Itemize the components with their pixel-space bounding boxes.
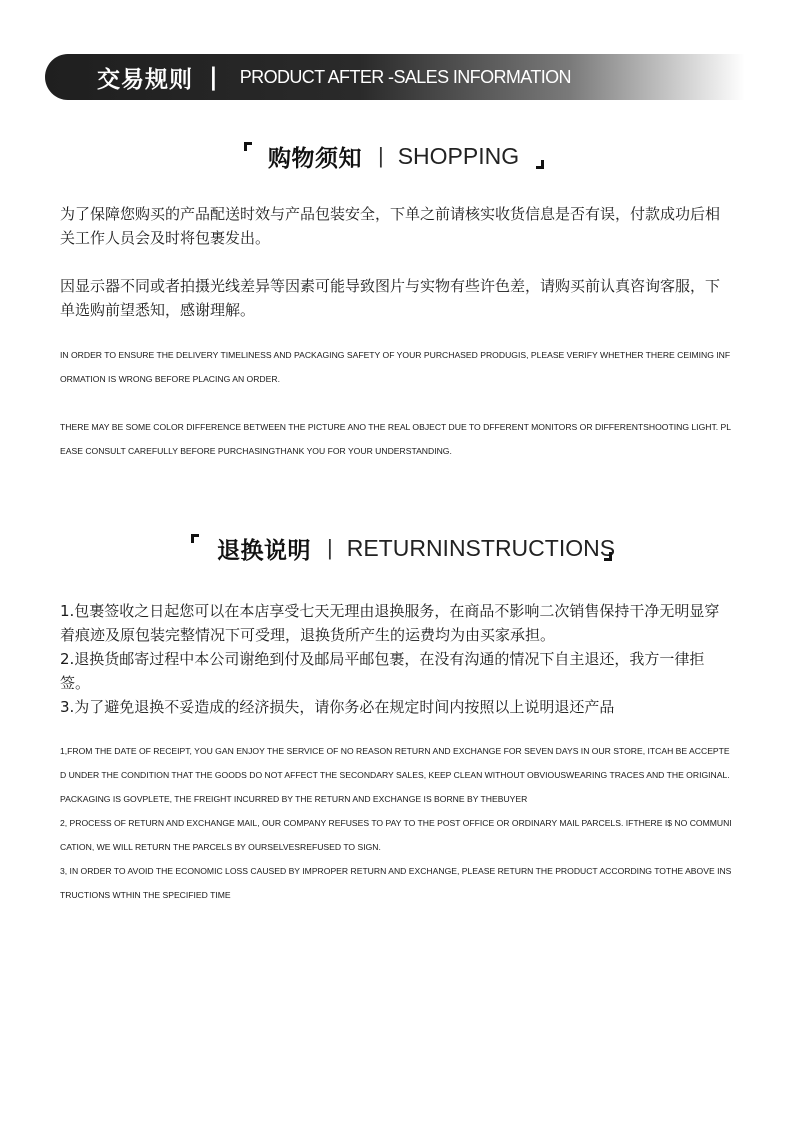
shopping-paragraph-cn-2: 因显示器不同或者拍摄光线差异等因素可能导致图片与实物有些许色差，请购买前认真咨询客服，下单选购前望悉知，感谢理解。: [60, 277, 721, 319]
list-item: 2.退换货邮寄过程中本公司谢绝到付及邮局平邮包裹，在没有沟通的情况下自主退还，我方一律拒签。: [60, 650, 705, 692]
banner-title: 交易规则: [97, 66, 193, 93]
shopping-title-separator: |: [378, 143, 384, 168]
list-item: 2, PROCESS OF RETURN AND EXCHANGE MAIL, OUR COMPANY REFUSES TO PAY TO THE POST OFFICE OR ORDINARY MAIL PARCELS. IFTHERE I$ NO COMMUNI: [60, 818, 732, 828]
shopping-heading: [244, 140, 544, 172]
list-item: CATION, WE WILL RETURN THE PARCELS BY OURSELVESREFUSED TO SIGN.: [60, 842, 381, 852]
returns-heading-text: [217, 532, 615, 565]
shopping-paragraph-en-1: IN ORDER TO ENSURE THE DELIVERY TIMELINESS AND PACKAGING SAFETY OF YOUR PURCHASED PRODUGIS, PLEASE VERIFY WHETHER THERE CEIMING INFORMATION IS WRONG BEFORE PLACING AN ORDER.: [60, 350, 731, 384]
list-item: 1.包裹签收之日起您可以在本店享受七天无理由退换服务，在商品不影响二次销售保持干净无明显穿着痕迹及原包装完整情况下可受理，退换货所产生的运费均为由买家承担。: [60, 602, 720, 644]
shopping-title-en: SHOPPING: [397, 142, 520, 169]
corner-bracket-top-left: [191, 534, 199, 543]
shopping-title-cn: 购物须知: [268, 145, 362, 172]
corner-bracket-bottom-right: [604, 552, 612, 561]
banner-separator: |: [209, 63, 218, 91]
returns-title-cn: 退换说明: [217, 537, 311, 564]
list-item: 3, IN ORDER TO AVOID THE ECONOMIC LOSS CAUSED BY IMPROPER RETURN AND EXCHANGE, PLEASE RETURN THE PRODUCT ACCORDING TOTHE ABOVE INSTRUCTIONS WTHIN THE SPECIFIED TIME: [60, 866, 732, 900]
shopping-paragraph-en-2: THERE MAY BE SOME COLOR DIFFERENCE BETWEEN THE PICTURE ANO THE REAL OBJECT DUE TO DFFERENT MONITORS OR DIFFERENTSHOOTING LIGHT. PLEASE CONSULT CAREFULLY BEFORE PURCHASINGTHANK YOU FOR YOUR UNDERSTANDING.: [60, 422, 732, 456]
list-item: 3.为了避免退换不妥造成的经济损失，请你务必在规定时间内按照以上说明退还产品: [60, 698, 615, 716]
returns-list-en: [60, 739, 732, 907]
list-item: 1,FROM THE DATE OF RECEIPT, YOU GAN ENJOY THE SERVICE OF NO REASON RETURN AND EXCHANGE FOR SEVEN DAYS IN OUR STORE, ITCAH BE ACCEPTED UNDER THE CONDITION THAT THE GOODS DO NOT AFFECT THE SECONDARY SALES, KEEP CLEAN WITHOUT OBVIOUSWEARING TRACES AND THE ORIGINAL. PACKAGING IS GOVPLETE, THE FREIGHT INCURRED BY THE RETURN AND EXCHANGE IS BORNE BY THEBUYER: [60, 746, 730, 804]
returns-list-cn: [60, 599, 732, 719]
shopping-paragraph-cn-1: 为了保障您购买的产品配送时效与产品包装安全，下单之前请核实收货信息是否有误，付款成功后相关工作人员会及时将包裹发出。: [60, 205, 721, 247]
returns-title-separator: |: [327, 535, 333, 560]
returns-heading: [191, 532, 616, 564]
corner-bracket-bottom-right: [536, 160, 544, 169]
returns-title-en: RETURNINSTRUCTIONS: [346, 534, 616, 561]
corner-bracket-top-left: [244, 142, 252, 151]
header-banner: [45, 54, 745, 100]
shopping-heading-text: [268, 140, 519, 173]
banner-subtitle: PRODUCT AFTER -SALES INFORMATION: [239, 66, 571, 87]
